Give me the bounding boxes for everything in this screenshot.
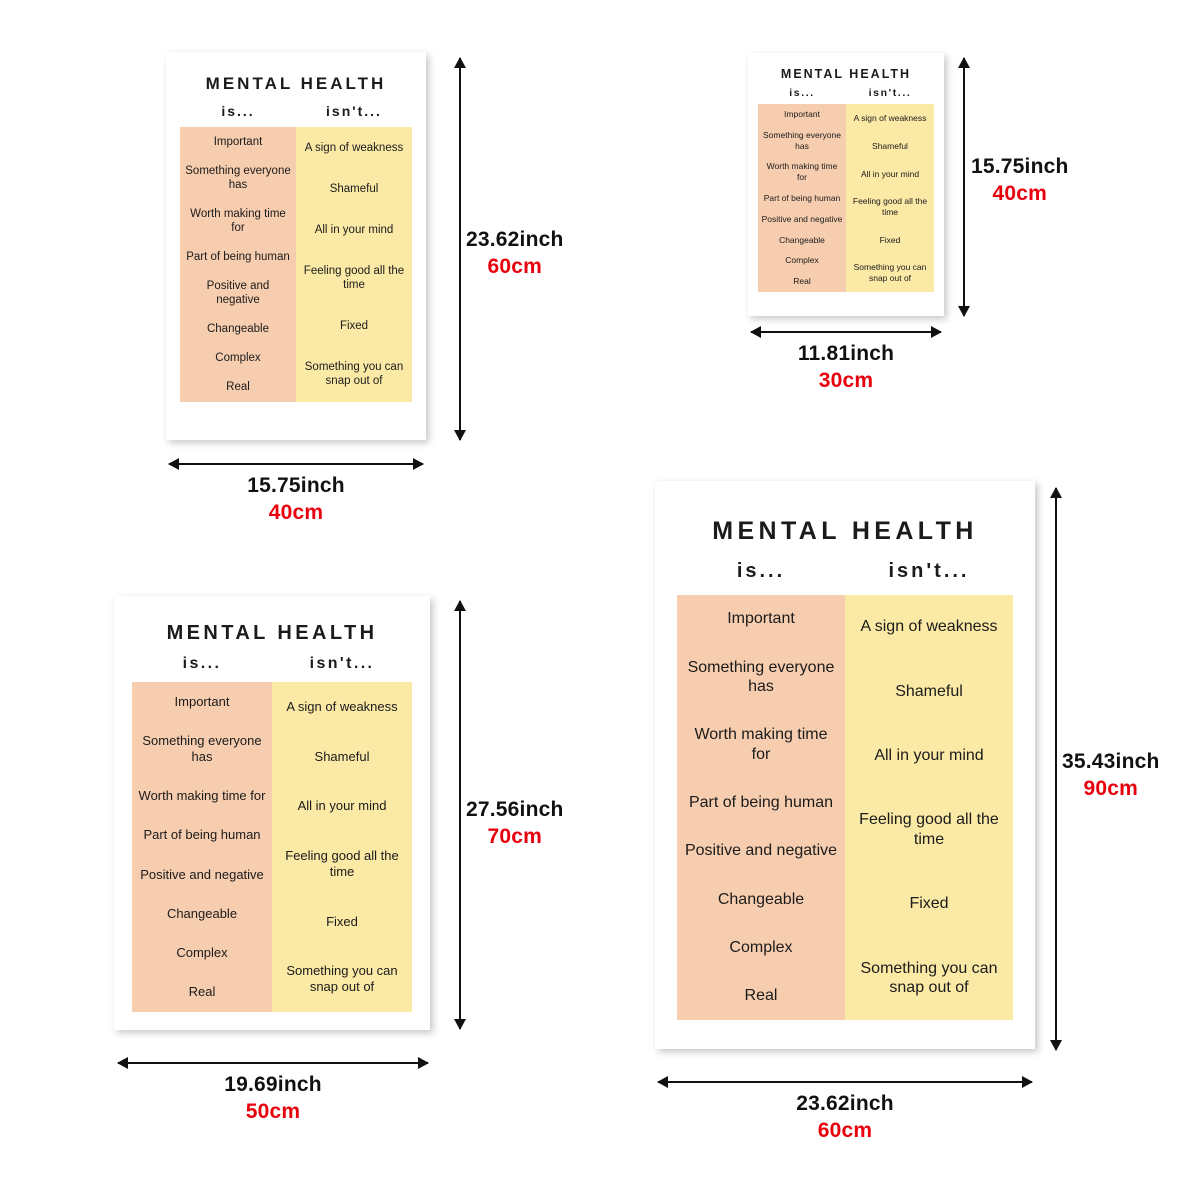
heading-isnt: isn't... — [868, 87, 912, 99]
width-inch-30x40: 11.81inch — [797, 342, 895, 365]
list-item: All in your mind — [297, 798, 387, 814]
list-item: Changeable — [166, 905, 238, 921]
list-item: Important — [174, 693, 230, 709]
height-label-40x60 — [466, 228, 564, 279]
column-is — [180, 127, 296, 402]
height-arrow-60x90 — [1055, 488, 1057, 1050]
height-cm-40x60: 60cm — [487, 255, 543, 278]
heading-isnt: isn't... — [888, 560, 970, 582]
width-cm-60x90: 60cm — [817, 1119, 873, 1142]
width-arrow-30x40 — [751, 331, 941, 333]
width-inch-60x90: 23.62inch — [796, 1092, 894, 1115]
list-item: Worth making time for — [190, 207, 286, 234]
height-cm-60x90: 90cm — [1083, 777, 1139, 800]
list-item: Worth making time for — [766, 161, 838, 182]
width-cm-30x40: 30cm — [818, 369, 874, 392]
column-isnt — [272, 682, 412, 1012]
width-cm-50x70: 50cm — [245, 1100, 301, 1123]
list-item: Part of being human — [763, 192, 841, 203]
column-is — [758, 104, 846, 292]
list-item: Part of being human — [688, 794, 834, 812]
heading-is: is... — [221, 103, 255, 119]
list-item: Important — [213, 135, 263, 148]
list-item: Real — [744, 987, 778, 1005]
poster-columns — [180, 127, 412, 402]
poster-title: MENTAL HEALTH — [205, 74, 387, 93]
poster-column-headings — [758, 87, 934, 99]
list-item: Positive and negative — [140, 866, 264, 882]
width-arrow-50x70 — [118, 1062, 428, 1064]
height-inch-60x90: 35.43inch — [1062, 750, 1160, 773]
heading-is: is... — [789, 87, 815, 99]
list-item: Shameful — [872, 140, 908, 151]
width-label-50x70 — [118, 1073, 428, 1124]
list-item: Fixed — [909, 895, 949, 913]
poster-preview-40x60[interactable] — [166, 52, 426, 440]
list-item: Complex — [215, 352, 261, 365]
height-inch-40x60: 23.62inch — [466, 228, 564, 251]
poster-columns — [677, 595, 1013, 1020]
list-item: Positive and negative — [684, 842, 838, 860]
list-item: Shameful — [314, 748, 370, 764]
list-item: Real — [188, 984, 216, 1000]
height-cm-50x70: 70cm — [487, 825, 543, 848]
poster-column-headings — [180, 103, 412, 119]
list-item: Shameful — [895, 682, 963, 700]
heading-isnt: isn't... — [326, 103, 382, 119]
list-item: Important — [784, 109, 820, 120]
heading-is: is... — [736, 560, 786, 582]
column-is — [132, 682, 272, 1012]
height-label-30x40 — [971, 155, 1069, 206]
list-item: A sign of weakness — [860, 618, 998, 636]
list-item: Fixed — [879, 234, 901, 245]
width-label-60x90 — [658, 1092, 1032, 1143]
width-label-40x60 — [169, 474, 423, 525]
list-item: Something you can snap out of — [286, 963, 398, 995]
list-item: Real — [793, 276, 811, 287]
list-item: Changeable — [206, 323, 270, 336]
list-item: Positive and negative — [206, 280, 270, 307]
list-item: Something everyone has — [142, 732, 262, 764]
list-item: Worth making time for — [694, 726, 828, 763]
heading-is: is... — [182, 655, 222, 672]
list-item: Important — [727, 610, 795, 628]
list-item: Something you can snap out of — [304, 361, 404, 388]
list-item: Part of being human — [186, 250, 290, 263]
list-item: A sign of weakness — [853, 112, 927, 123]
list-item: All in your mind — [874, 747, 984, 765]
list-item: Fixed — [326, 913, 358, 929]
width-inch-50x70: 19.69inch — [224, 1073, 322, 1096]
height-arrow-50x70 — [459, 601, 461, 1029]
list-item: Changeable — [779, 234, 825, 245]
height-inch-30x40: 15.75inch — [971, 155, 1069, 178]
column-isnt — [296, 127, 412, 402]
height-arrow-40x60 — [459, 58, 461, 440]
list-item: A sign of weakness — [286, 698, 398, 714]
list-item: All in your mind — [860, 168, 920, 179]
list-item: Real — [226, 381, 250, 394]
poster-preview-60x90[interactable] — [655, 481, 1035, 1049]
list-item: Feeling good all the time — [303, 265, 405, 292]
height-cm-30x40: 40cm — [992, 182, 1048, 205]
list-item: Feeling good all the time — [852, 196, 928, 217]
poster-preview-50x70[interactable] — [114, 596, 430, 1030]
heading-isnt: isn't... — [309, 655, 375, 672]
column-is — [677, 595, 845, 1020]
height-arrow-30x40 — [963, 58, 965, 316]
width-arrow-40x60 — [169, 463, 423, 465]
poster-title: MENTAL HEALTH — [780, 67, 912, 81]
list-item: A sign of weakness — [304, 141, 404, 154]
list-item: Something you can snap out of — [860, 959, 998, 997]
poster-column-headings — [677, 560, 1013, 583]
column-isnt — [845, 595, 1013, 1020]
list-item: Something everyone has — [185, 164, 291, 191]
list-item: Part of being human — [143, 827, 261, 843]
width-inch-40x60: 15.75inch — [247, 474, 345, 497]
list-item: Complex — [176, 945, 228, 961]
poster-column-headings — [132, 655, 412, 673]
poster-columns — [132, 682, 412, 1012]
poster-columns — [758, 104, 934, 292]
list-item: Fixed — [339, 320, 369, 333]
poster-title: MENTAL HEALTH — [712, 517, 978, 545]
list-item: All in your mind — [314, 223, 394, 236]
list-item: Complex — [729, 938, 793, 956]
list-item: Something everyone has — [687, 658, 835, 696]
poster-title: MENTAL HEALTH — [166, 622, 378, 644]
height-inch-50x70: 27.56inch — [466, 798, 564, 821]
list-item: Feeling good all the time — [859, 811, 999, 848]
height-label-50x70 — [466, 798, 564, 849]
width-label-30x40 — [736, 342, 956, 393]
column-isnt — [846, 104, 934, 292]
list-item: Shameful — [329, 182, 379, 195]
width-cm-40x60: 40cm — [268, 501, 324, 524]
list-item: Complex — [785, 255, 819, 266]
list-item: Feeling good all the time — [285, 848, 399, 879]
poster-preview-30x40[interactable] — [748, 53, 944, 316]
list-item: Positive and negative — [761, 213, 843, 224]
list-item: Something everyone has — [763, 130, 841, 151]
height-label-60x90 — [1062, 750, 1160, 801]
list-item: Changeable — [717, 890, 805, 908]
list-item: Something you can snap out of — [853, 262, 927, 283]
list-item: Worth making time for — [138, 788, 266, 804]
width-arrow-60x90 — [658, 1081, 1032, 1083]
